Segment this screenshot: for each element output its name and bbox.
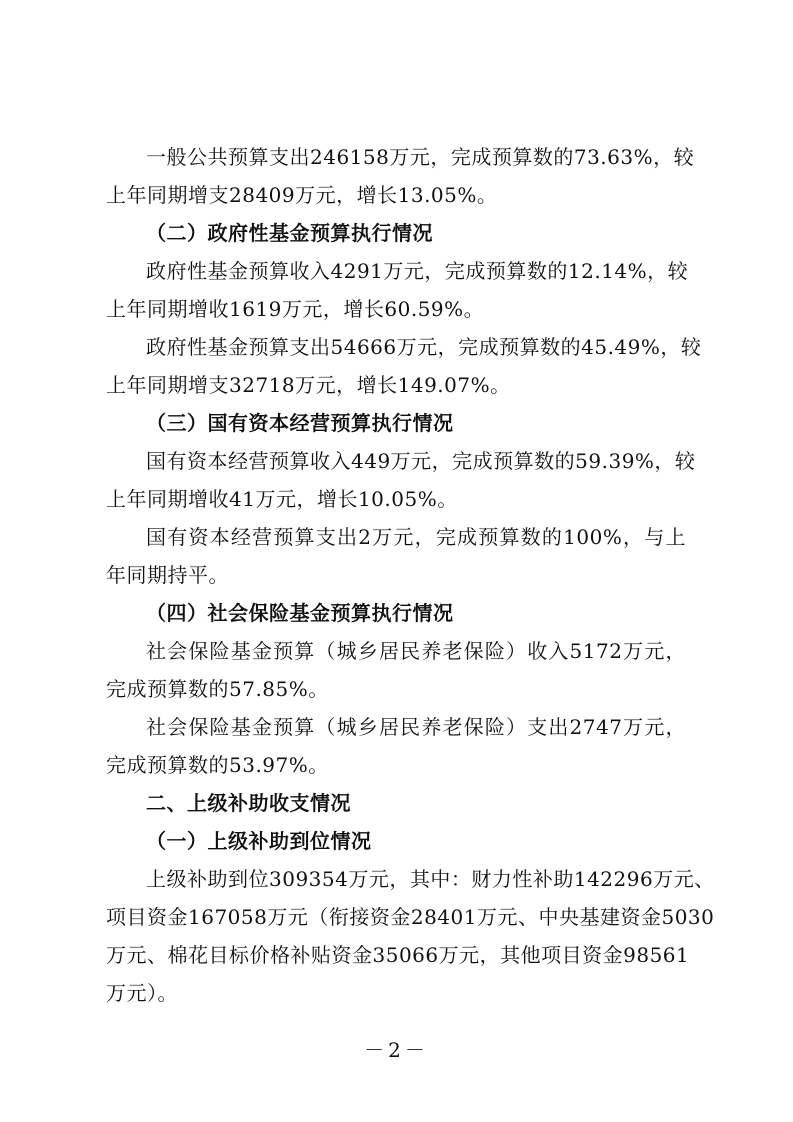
paragraph-government-fund-expenditure-line-1: 政府性基金预算支出54666万元，完成预算数的45.49%，较	[146, 335, 702, 359]
paragraph-state-capital-expenditure-line-1: 国有资本经营预算支出2万元，完成预算数的100%，与上	[146, 525, 686, 549]
paragraph-state-capital-revenue-line-2: 上年同期增收41万元，增长10.05%。	[106, 487, 458, 511]
paragraph-superior-subsidy-line-2: 项目资金167058万元（衔接资金28401万元、中央基建资金5030	[106, 905, 715, 929]
section-heading-state-capital-budget: （三）国有资本经营预算执行情况	[146, 411, 454, 435]
paragraph-social-insurance-expenditure-line-2: 完成预算数的53.97%。	[106, 753, 329, 777]
paragraph-state-capital-expenditure-line-2: 年同期持平。	[106, 563, 229, 587]
paragraph-social-insurance-expenditure-line-1: 社会保险基金预算（城乡居民养老保险）支出2747万元，	[146, 715, 686, 739]
section-heading-superior-subsidy: 二、上级补助收支情况	[146, 791, 351, 815]
paragraph-superior-subsidy-line-3: 万元、棉花目标价格补贴资金35066万元，其他项目资金98561	[106, 943, 690, 967]
paragraph-government-fund-revenue-line-2: 上年同期增收1619万元，增长60.59%。	[106, 297, 485, 321]
paragraph-superior-subsidy-line-4: 万元）。	[106, 981, 178, 1005]
paragraph-government-fund-expenditure-line-2: 上年同期增支32718万元，增长149.07%。	[106, 373, 511, 397]
subsection-heading-superior-subsidy-arrival: （一）上级补助到位情况	[146, 829, 372, 853]
page-number: －2－	[364, 1038, 429, 1062]
section-heading-government-fund-budget: （二）政府性基金预算执行情况	[146, 221, 433, 245]
paragraph-government-fund-revenue-line-1: 政府性基金预算收入4291万元，完成预算数的12.14%，较	[146, 259, 689, 283]
paragraph-social-insurance-revenue-line-1: 社会保险基金预算（城乡居民养老保险）收入5172万元，	[146, 639, 686, 663]
paragraph-general-budget-expenditure-line-2: 上年同期增支28409万元，增长13.05%。	[106, 183, 498, 207]
paragraph-state-capital-revenue-line-1: 国有资本经营预算收入449万元，完成预算数的59.39%，较	[146, 449, 696, 473]
paragraph-superior-subsidy-line-1: 上级补助到位309354万元，其中：财力性补助142296万元、	[146, 867, 715, 891]
section-heading-social-insurance-budget: （四）社会保险基金预算执行情况	[146, 601, 454, 625]
paragraph-general-budget-expenditure-line-1: 一般公共预算支出246158万元，完成预算数的73.63%，较	[146, 145, 695, 169]
paragraph-social-insurance-revenue-line-2: 完成预算数的57.85%。	[106, 677, 329, 701]
